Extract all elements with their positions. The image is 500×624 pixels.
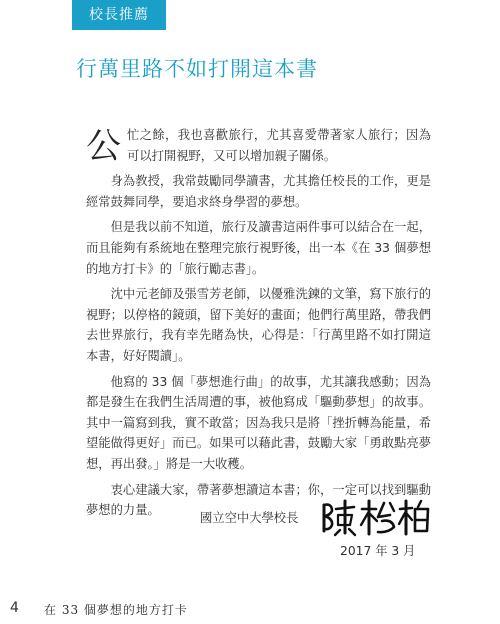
signature-title: 國立空中大學校長: [200, 511, 299, 525]
page-number: 4: [10, 600, 19, 616]
paragraph-2: 身為教授，我常鼓勵同學讀書，尤其擔任校長的工作，更是經常鼓舞同學，要追求終身學習的夢想。: [86, 174, 431, 209]
page-title: 行萬里路不如打開這本書: [76, 57, 318, 81]
paragraph-3: 但是我以前不知道，旅行及讀書這兩件事可以結合在一起，而且能夠有系統地在整理完旅行視野後，出一本《在 33 個夢想的地方打卡》的「旅行勵志書」。: [86, 220, 431, 276]
article-body: [86, 125, 431, 526]
paragraph-1-text: 忙之餘，我也喜歡旅行，尤其喜愛帶著家人旅行；因為可以打開視野，又可以增加親子關係。: [127, 128, 431, 163]
footer-book-title: 在 33 個夢想的地方打卡: [44, 603, 188, 617]
paragraph-6: 衷心建議大家，帶著夢想讀這本書；你，一定可以找到驅動夢想的力量。: [86, 482, 431, 518]
page-header: [0, 0, 500, 34]
paragraph-5: 他寫的 33 個「夢想進行曲」的故事，尤其讓我感動；因為都是發生在我們生活周遭的事，被他寫成「驅動夢想」的故事。其中一篇寫到我，實不敢當；因為我只是將「挫折轉為能量，希望能做得更好」而已。如果可以藉此書，鼓勵大家「勇敢點亮夢想，再出發。」將是一大收穫。: [86, 374, 431, 471]
page-footer: [0, 598, 500, 624]
dropcap: 公: [86, 127, 122, 167]
signature-block: [200, 497, 440, 537]
paragraph-1: [86, 125, 431, 166]
section-label: 校長推薦: [72, 0, 166, 30]
handwritten-signature: [320, 497, 432, 537]
paragraph-4: 沈中元老師及張雪芳老師，以優雅洗鍊的文筆，寫下旅行的視野；以停格的鏡頭，留下美好的畫面；他們行萬里路，帶我們去世界旅行，我有幸先睹為快，心得是：「行萬里路不如打開這本書，好好閱讀」。: [86, 287, 431, 363]
signature-date: 2017 年 3 月: [340, 544, 416, 558]
